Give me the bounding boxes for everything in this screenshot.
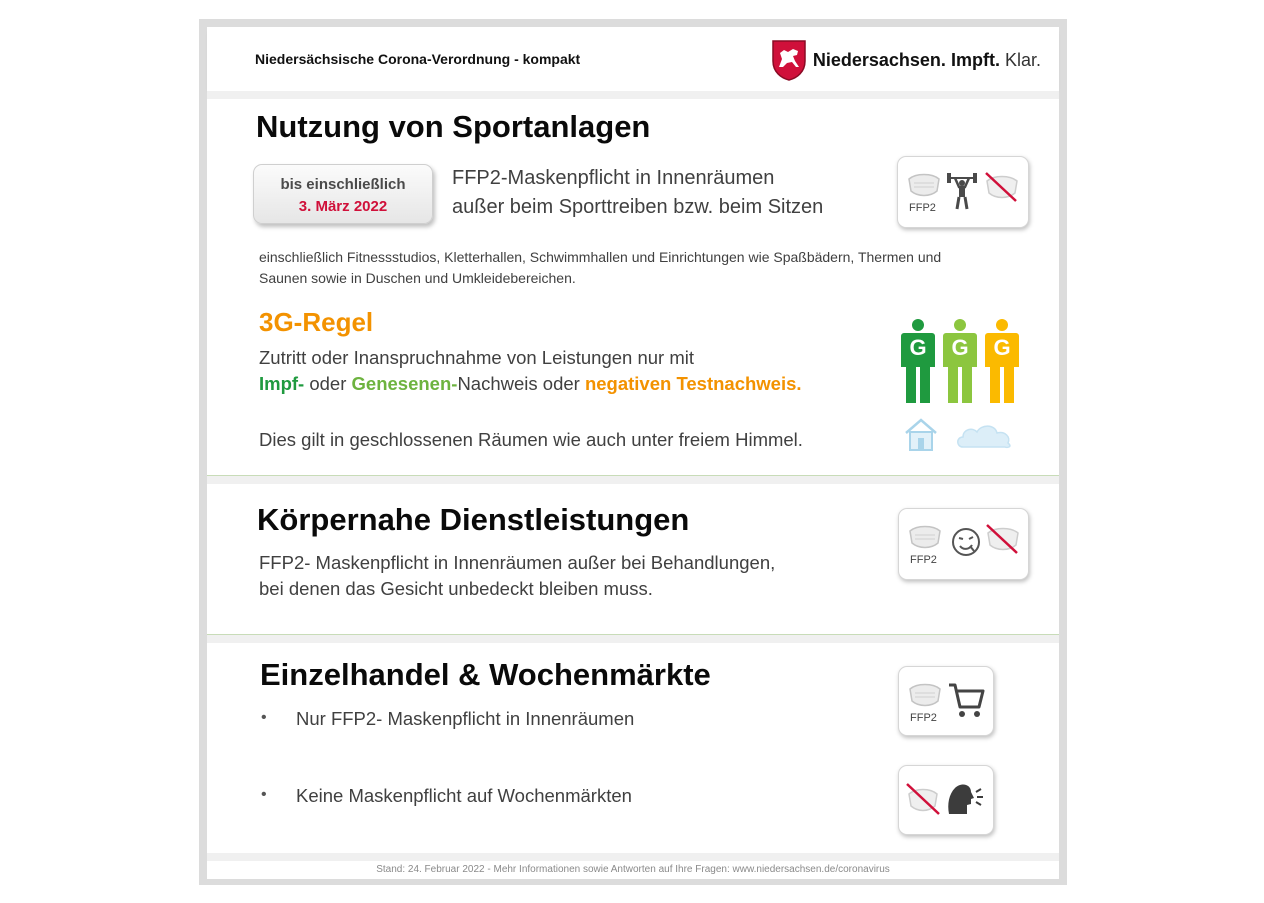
body-services-line1: FFP2- Maskenpflicht in Innenräumen außer bei Behandlungen,	[259, 552, 776, 573]
no-mask-icon	[985, 523, 1023, 555]
sport-title: Nutzung von Sportanlagen	[256, 109, 651, 144]
g-letter: G	[909, 335, 927, 360]
retail-bullet2: Keine Maskenpflicht auf Wochenmärkten	[296, 785, 632, 806]
header	[207, 27, 1059, 91]
market-icon-box	[898, 765, 994, 835]
poster-frame	[199, 19, 1067, 885]
ffp2-label: FFP2	[910, 554, 937, 566]
sport-mask-line1: FFP2-Maskenpflicht in Innenräumen	[452, 167, 775, 189]
brand-slogan	[813, 50, 1041, 71]
ffp2-mask-icon	[906, 171, 942, 199]
figure-vaccinated	[899, 319, 937, 403]
speaking-person-icon	[945, 780, 985, 816]
retail-icon-box	[898, 666, 994, 736]
no-mask-icon	[984, 171, 1022, 203]
house-icon	[903, 417, 939, 451]
divider-band	[207, 635, 1059, 643]
brand-word-impft: Impft.	[950, 49, 1000, 70]
g-letter: G	[951, 335, 969, 360]
bullet: •	[261, 709, 267, 726]
nachweis-word: Nachweis oder	[457, 373, 585, 394]
retail-bullet1: Nur FFP2- Maskenpflicht in Innenräumen	[296, 708, 635, 729]
footer-note: Stand: 24. Februar 2022 - Mehr Informationen sowie Antworten auf Ihre Fragen: www.niedersachsen.de/coronavirus	[207, 861, 1059, 879]
retail-title: Einzelhandel & Wochenmärkte	[260, 657, 711, 692]
oder-word: oder	[304, 373, 352, 394]
shopping-cart-icon	[947, 681, 985, 719]
date-badge-date: 3. März 2022	[298, 198, 388, 215]
sport-detail-line2: Saunen sowie in Duschen und Umkleidebereichen.	[259, 270, 576, 286]
rule-dot: .	[796, 373, 802, 394]
body-services-icon-box	[898, 508, 1029, 580]
weightlifter-icon	[946, 171, 978, 211]
lower-saxony-coat-of-arms-icon	[771, 39, 807, 81]
3g-rule-line2	[259, 373, 802, 395]
g-letter: G	[993, 335, 1011, 360]
bullet: •	[261, 786, 267, 803]
body-services-line2: bei denen das Gesicht unbedeckt bleiben muss.	[259, 578, 653, 599]
date-badge-line1: bis einschließlich	[280, 176, 406, 193]
divider-band	[207, 91, 1059, 99]
ffp2-mask-icon	[907, 681, 943, 709]
date-badge	[253, 164, 433, 224]
body-services-title: Körpernahe Dienstleistungen	[257, 502, 690, 537]
3g-rule-title: 3G-Regel	[259, 307, 374, 337]
divider-band	[207, 476, 1059, 484]
figure-recovered	[941, 319, 979, 403]
ffp2-label: FFP2	[910, 712, 937, 724]
sport-mask-line2: außer beim Sporttreiben bzw. beim Sitzen	[452, 196, 824, 218]
header-title: Niedersächsische Corona-Verordnung - kompakt	[255, 51, 581, 67]
genesen-word: Genesenen-	[351, 373, 458, 394]
face-treatment-icon	[951, 527, 981, 557]
sport-detail-line1: einschließlich Fitnessstudios, Kletterhallen, Schwimmhallen und Einrichtungen wie Spaßbädern, Thermen und	[259, 249, 942, 265]
impf-word: Impf-	[259, 373, 305, 394]
ffp2-label: FFP2	[909, 202, 936, 214]
figure-tested	[983, 319, 1021, 403]
divider-band	[207, 853, 1059, 861]
3g-figures	[899, 319, 1023, 403]
brand	[771, 39, 1041, 81]
test-word: negativen Testnachweis	[584, 373, 797, 394]
brand-word-klar: Klar.	[1004, 49, 1041, 70]
no-mask-icon	[905, 782, 943, 816]
ffp2-mask-icon	[907, 523, 943, 551]
3g-scope: Dies gilt in geschlossenen Räumen wie auch unter freiem Himmel.	[259, 429, 803, 450]
3g-rule-line1: Zutritt oder Inanspruchnahme von Leistungen nur mit	[259, 347, 694, 368]
cloud-icon	[955, 421, 1015, 451]
poster-sheet	[207, 27, 1059, 879]
sport-icon-box	[897, 156, 1029, 228]
brand-word-niedersachsen: Niedersachsen.	[812, 49, 946, 70]
